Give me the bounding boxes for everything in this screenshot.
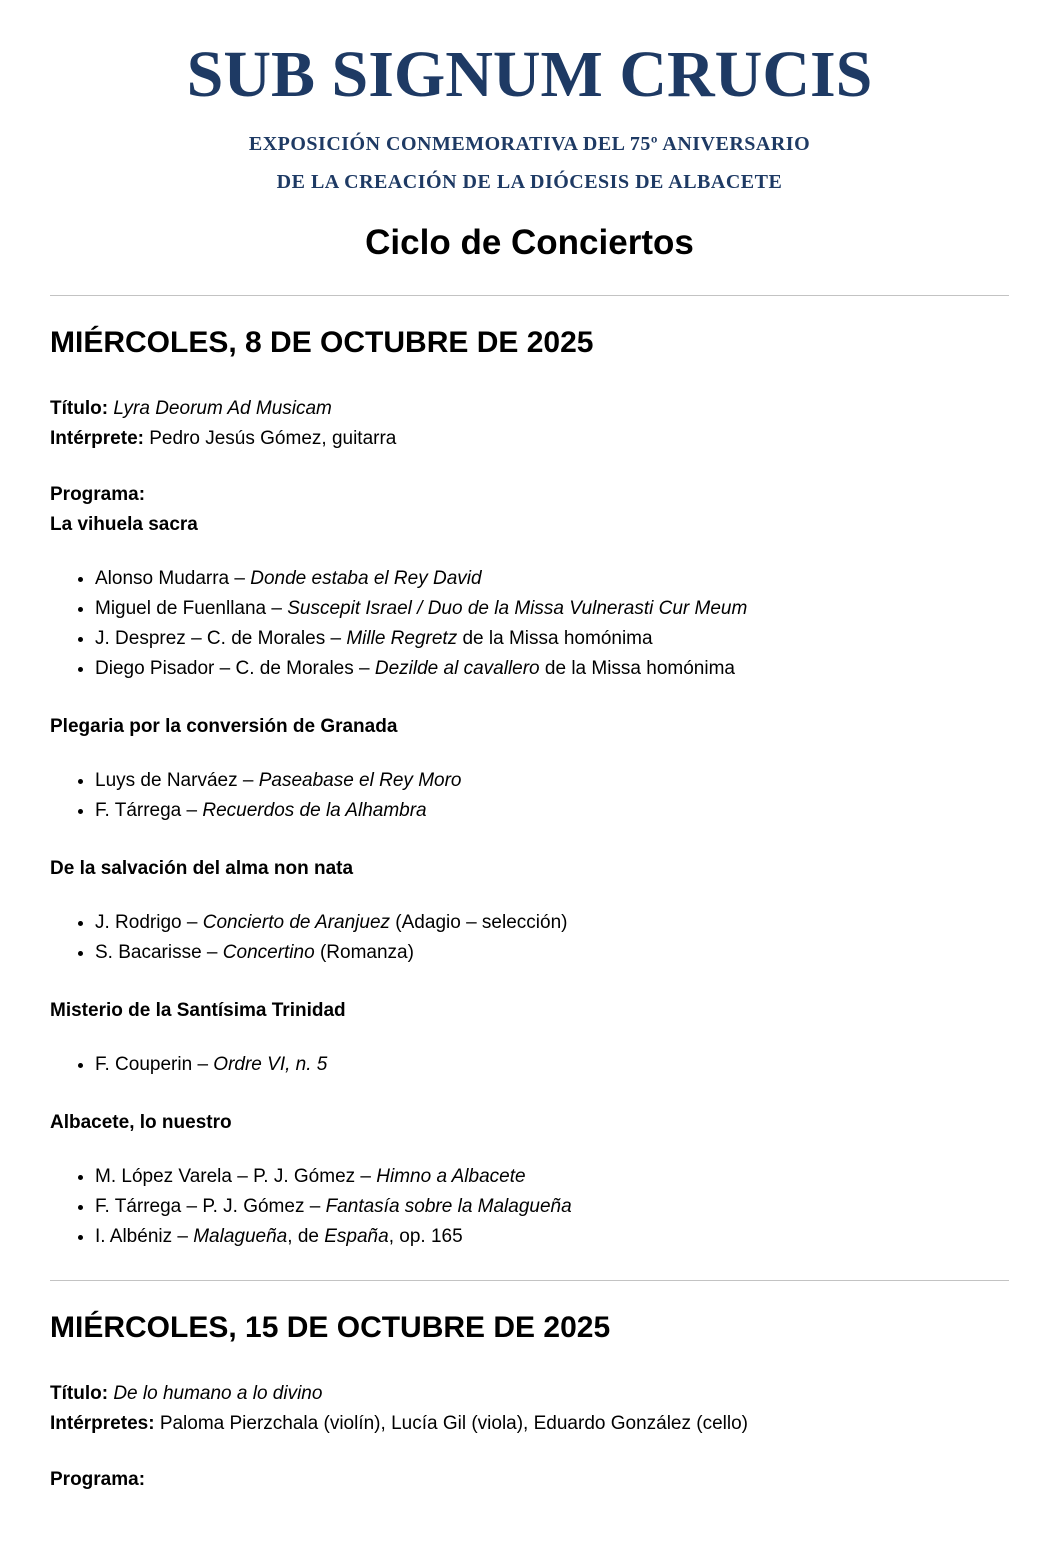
piece-item: • M. López Varela – P. J. Gómez – Himno a Albacete [95,1162,1009,1192]
concert-title-line [50,394,1009,424]
piece-item: • F. Tárrega – P. J. Gómez – Fantasía sobre la Malagueña [95,1192,1009,1222]
concert-title-value: De lo humano a lo divino [113,1383,323,1405]
section-divider [50,1280,1009,1281]
piece-list [50,564,1009,684]
exhibition-title: SUB SIGNUM CRUCIS [186,38,873,111]
concert-meta [50,1379,1009,1439]
piece-item: • Alonso Mudarra – Donde estaba el Rey David [95,564,1009,594]
program-section-heading: De la salvación del alma non nata [50,858,354,880]
program-section-heading: Misterio de la Santísima Trinidad [50,1000,346,1022]
cycle-title: Ciclo de Conciertos [365,223,694,263]
concert-section-oct-15 [50,1311,1009,1495]
program-label-line [50,1465,1009,1495]
concert-date-heading: MIÉRCOLES, 15 DE OCTUBRE DE 2025 [50,1311,611,1345]
concert-performer-line [50,1409,1009,1439]
program-section-heading: Albacete, lo nuestro [50,1112,232,1134]
piece-item: • Luys de Narváez – Paseabase el Rey Moro [95,766,1009,796]
exhibition-subtitle-line2: DE LA CREACIÓN DE LA DIÓCESIS DE ALBACETE [276,171,783,194]
title-label: Título: [50,1383,109,1405]
concert-meta [50,394,1009,454]
piece-item: • I. Albéniz – Malagueña, de España, op. 165 [95,1222,1009,1252]
performer-value: Pedro Jesús Gómez, guitarra [149,428,397,450]
piece-item: • J. Rodrigo – Concierto de Aranjuez (Adagio – selección) [95,908,1009,938]
piece-item: • F. Tárrega – Recuerdos de la Alhambra [95,796,1009,826]
title-label: Título: [50,398,109,420]
concert-title-value: Lyra Deorum Ad Musicam [113,398,332,420]
performer-value: Paloma Pierzchala (violín), Lucía Gil (viola), Eduardo González (cello) [159,1413,749,1435]
performer-label: Intérpretes: [50,1413,155,1435]
piece-item: • F. Couperin – Ordre VI, n. 5 [95,1050,1009,1080]
piece-list [50,1050,1009,1080]
program-label: Programa: [50,484,146,506]
piece-item: • S. Bacarisse – Concertino (Romanza) [95,938,1009,968]
document-header [50,40,1009,263]
concert-date-heading: MIÉRCOLES, 8 DE OCTUBRE DE 2025 [50,326,594,360]
program-label: Programa: [50,1469,146,1491]
piece-list [50,908,1009,968]
concert-performer-line [50,424,1009,454]
program-section-heading: Plegaria por la conversión de Granada [50,716,398,738]
program-label-line [50,480,1009,510]
piece-item: • Miguel de Fuenllana – Suscepit Israel / Duo de la Missa Vulnerasti Cur Meum [95,594,1009,624]
program-sections [50,510,1009,1252]
performer-label: Intérprete: [50,428,144,450]
piece-item: • J. Desprez – C. de Morales – Mille Regretz de la Missa homónima [95,624,1009,654]
concert-section-oct-8 [50,326,1009,1252]
program-section-heading: La vihuela sacra [50,514,198,536]
concert-title-line [50,1379,1009,1409]
header-divider [50,295,1009,296]
exhibition-subtitle-line1: EXPOSICIÓN CONMEMORATIVA DEL 75º ANIVERSARIO [248,133,811,156]
piece-item: • Diego Pisador – C. de Morales – Dezilde al cavallero de la Missa homónima [95,654,1009,684]
piece-list [50,1162,1009,1252]
piece-list [50,766,1009,826]
